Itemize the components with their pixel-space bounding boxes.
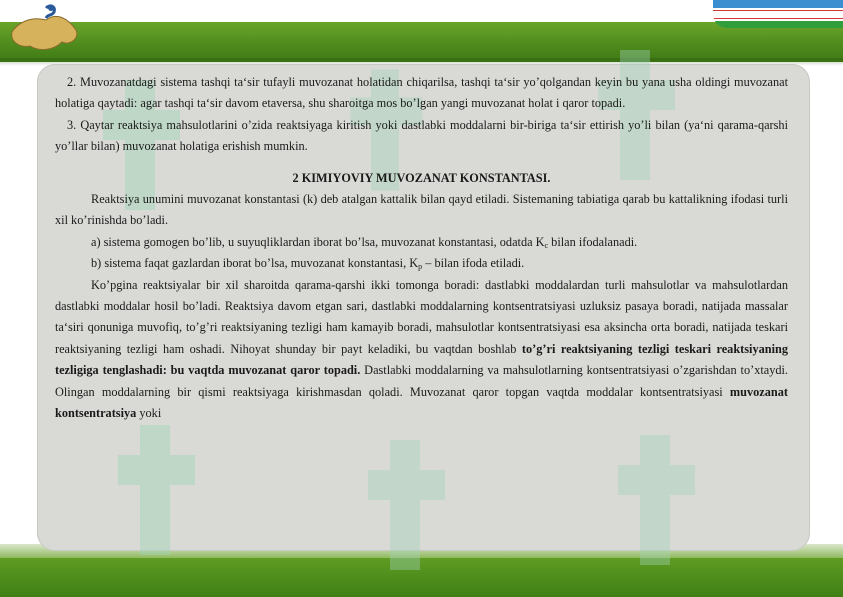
paragraph-case-b (55, 253, 788, 274)
flag-decoration (713, 0, 843, 28)
kc-subscript: c (544, 240, 549, 250)
equilibrium-text-2: Dastlabki moddalarning va mahsulotlarning kontsentratsiyasi o’zgarishdan to’xtaydi. Olingan moddalarning bir qismi reaktsiyaga kirishmasdan qoladi. Muvozanat qaror topgan vaqtda moddalar kontsentratsiyasi (55, 363, 788, 399)
paragraph-intro: Reaktsiya unumini muvozanat konstantasi (k) deb atalgan kattalik bilan qayd etiladi. Sistemaning tabiatiga qarab bu kattalikning ifodasi turli xil ko’rinishda bo’ladi. (55, 192, 788, 228)
paragraph-equilibrium (55, 275, 788, 425)
document-body (55, 72, 788, 425)
section-heading: 2 KIMIYOVIY MUVOZANAT KONSTANTASI. (292, 170, 551, 185)
case-b-text: b) sistema faqat gazlardan iborat bo’lsa, muvozanat konstantasi, K (91, 256, 419, 271)
equilibrium-text-3: yoki (136, 406, 162, 421)
kp-subscript: p (418, 262, 423, 272)
equilibrium-text: Ko’pgina reaktsiyalar bir xil sharoitda qarama-qarshi ikki tomonga boradi: dastlabki moddalardan turli mahsulotlar va mahsulotlardan dastlabki moddalar hosil bo’ladi. Reaktsiya davom etgan sari, dastlabki moddalarning kontsentratsiyasi uzluksiz pasaya boradi, natijada massalar ta‘siri qonuniga muvofiq, to’g’ri reaktsiyaning tezligi ham kamayib boradi, mahsulotlar kontsentratsiyasi esa aksincha orta boradi, natijada teskari reaktsiyaning tezligi ham oshadi. Nihoyat shunday bir payt keladiki, bu vaqtdan boshlab (55, 277, 788, 356)
equilibrium-bold-statement: to’g’ri reaktsiyaning tezligi teskari reaktsiyaning tezligiga tenglashadi: bu vaqtda muvozanat qaror topadi. (55, 341, 788, 378)
paragraph-case-a (55, 232, 788, 253)
case-a-tail: bilan ifodalanadi. (548, 234, 638, 249)
paragraph-rule-2: 2. Muvozanatdagi sistema tashqi ta‘sir tufayli muvozanat holatidan chiqarilsa, tashqi ta‘sir yo’qolgandan keyin bu yana usha oldingi muvozanat holatiga qaytadi: agar tashqi ta‘sir davom etaversa, shu sharoitga mos bo’lgan yangi muvozanat holat i qaror topadi. (55, 75, 788, 111)
equilibrium-bold-term: muvozanat kontsentratsiya (55, 384, 788, 421)
header-band (0, 22, 843, 62)
case-a-text: a) sistema gomogen bo’lib, u suyuqliklardan iborat bo’lsa, muvozanat konstantasi, odatda K (91, 234, 545, 249)
map-emblem-icon (6, 2, 84, 64)
footer-band (0, 558, 843, 597)
paragraph-rule-3: 3. Qaytar reaktsiya mahsulotlarini o’zida reaktsiyaga kiritish yoki dastlabki moddalarni bir-biriga ta‘sir ettirish yo’li bilan (ya‘ni qarama-qarshi yo’llar bilan) muvozanat holatiga erishish mumkin. (55, 117, 788, 154)
case-b-tail: – bilan ifoda etiladi. (422, 256, 525, 271)
